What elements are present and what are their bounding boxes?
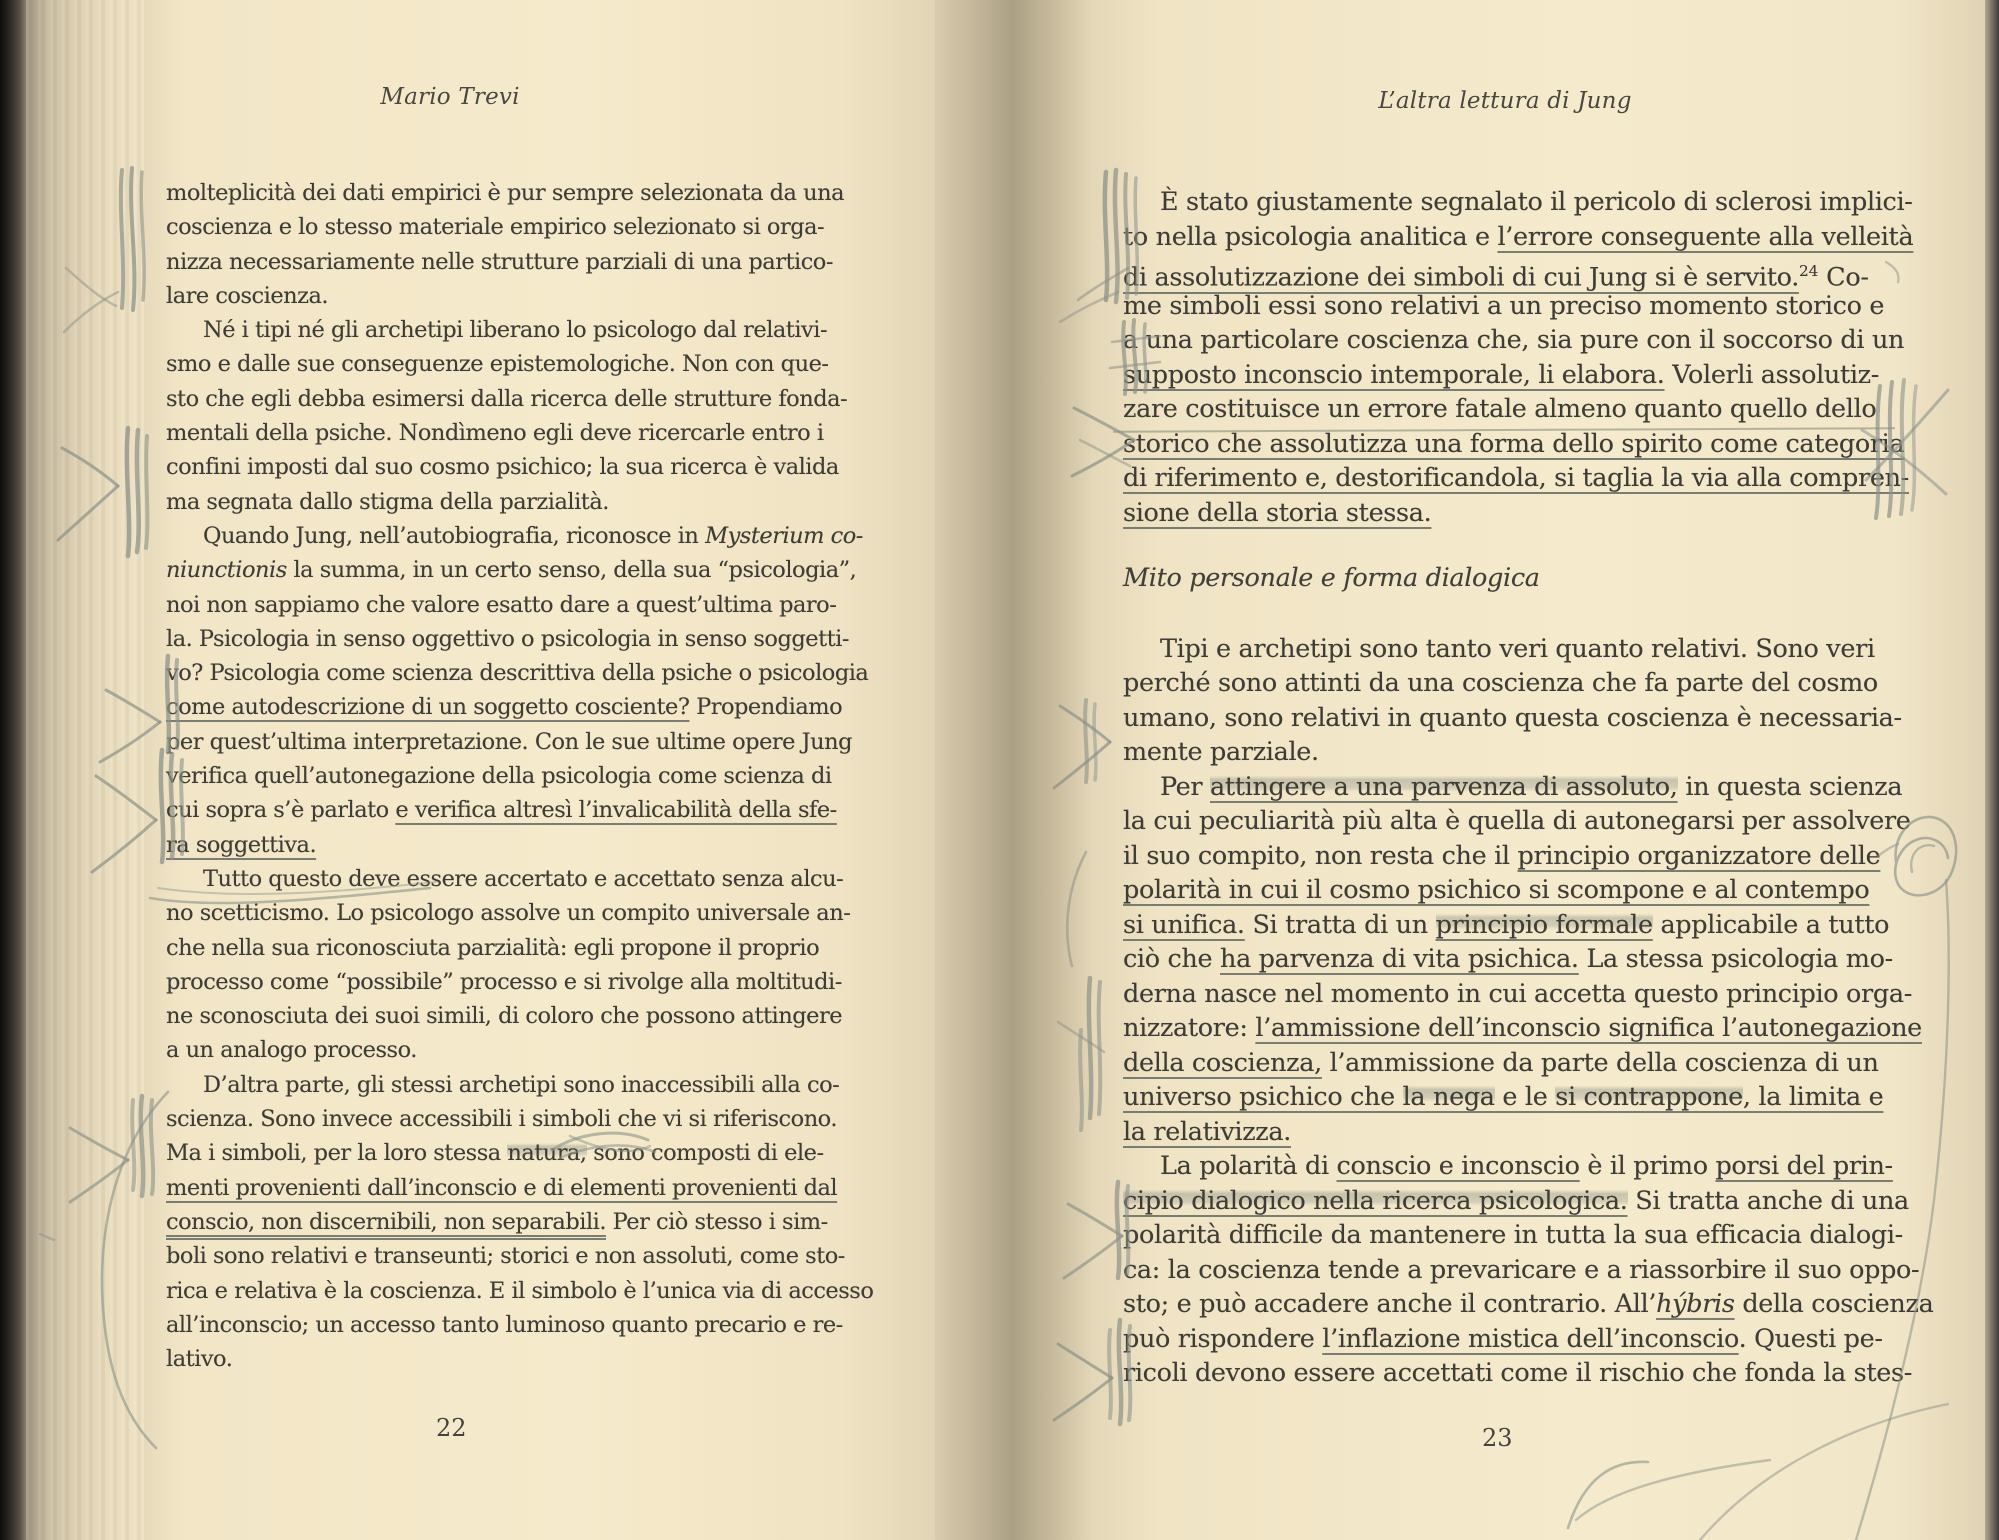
text-segment: in questa scienza bbox=[1677, 771, 1903, 802]
text-segment: me simboli essi sono relativi a un preciso momento storico e bbox=[1123, 290, 1885, 321]
text-segment: Si tratta di un bbox=[1244, 909, 1436, 940]
pencil-underline: e verifica altresì l’invalicabilità della sfe- bbox=[395, 797, 837, 824]
text-segment: Per bbox=[1160, 771, 1210, 802]
text-segment: noi non sappiamo che valore esatto dare a quest’ultima paro- bbox=[166, 591, 837, 618]
text-line bbox=[1123, 1253, 1920, 1288]
pencil-underline: polarità in cui il cosmo psichico si scompone e al contempo bbox=[1123, 875, 1870, 905]
text-line bbox=[166, 1068, 840, 1102]
text-line bbox=[166, 725, 853, 759]
text-line bbox=[1123, 1011, 1922, 1046]
text-line bbox=[1123, 496, 1889, 531]
text-segment: all’inconscio; un accesso tanto luminoso quanto precario e re- bbox=[166, 1311, 843, 1338]
text-line bbox=[166, 210, 825, 244]
text-segment: lare coscienza. bbox=[166, 282, 329, 309]
text-segment: Propendiamo bbox=[689, 694, 843, 721]
book-gutter-shadow bbox=[935, 0, 1090, 1540]
text-segment: . Questi pe- bbox=[1738, 1323, 1883, 1354]
pencil-underline-smudge: la nega bbox=[1402, 1082, 1495, 1112]
pencil-underline: ha parvenza di vita psichica. bbox=[1220, 944, 1579, 974]
text-line bbox=[166, 999, 843, 1033]
paragraph bbox=[166, 862, 851, 1068]
text-line bbox=[1123, 254, 1889, 293]
text-line bbox=[166, 759, 832, 793]
text-segment: mentali della psiche. Nondìmeno egli deve ricercarle entro i bbox=[166, 420, 824, 447]
text-segment: boli sono relativi e transeunti; storici e non assoluti, come sto- bbox=[166, 1243, 845, 1270]
text-line bbox=[1123, 666, 1889, 701]
pencil-underline: l’ammissione dell’inconscio significa l’autonegazione bbox=[1255, 1013, 1922, 1043]
text-line bbox=[166, 1033, 818, 1067]
text-segment: l’ammissione da parte della coscienza di un bbox=[1321, 1047, 1879, 1078]
text-line bbox=[1123, 942, 1893, 977]
pencil-underline-smudge: si contrappone bbox=[1555, 1082, 1743, 1112]
text-segment: perché sono attinti da una coscienza che fa parte del cosmo bbox=[1123, 668, 1878, 698]
text-segment: la cui peculiarità più alta è quella di autonegarsi per assolvere bbox=[1123, 806, 1911, 836]
pencil-underline: conscio e inconscio bbox=[1336, 1151, 1580, 1181]
text-line bbox=[1123, 804, 1911, 839]
text-segment: La stessa psicologia mo- bbox=[1578, 944, 1893, 974]
text-line bbox=[1123, 1287, 1934, 1322]
text-segment: Ma i simboli, per la loro stessa bbox=[166, 1140, 508, 1167]
page-number-right: 23 bbox=[1482, 1424, 1513, 1452]
text-line bbox=[1123, 735, 1889, 770]
italic-pencil-underline: hýbris bbox=[1656, 1289, 1735, 1319]
text-line bbox=[166, 1205, 828, 1239]
pencil-double-underline: conscio, non discernibili, non separabili. bbox=[166, 1208, 606, 1235]
pencil-underline: l’inflazione mistica dell’inconscio bbox=[1322, 1323, 1739, 1354]
text-segment: verifica quell’autonegazione della psicologia come scienza di bbox=[166, 763, 832, 790]
text-line bbox=[166, 245, 833, 279]
paragraph bbox=[1123, 185, 1914, 530]
pencil-underline: e le bbox=[1494, 1082, 1556, 1112]
text-line bbox=[166, 862, 844, 896]
text-line bbox=[166, 1102, 837, 1136]
text-segment: no scetticismo. Lo psicologo assolve un compito universale an- bbox=[166, 900, 851, 927]
text-segment: mente parziale. bbox=[1123, 737, 1319, 767]
text-line bbox=[1123, 1149, 1893, 1184]
text-segment: processo come “possibile” processo e si rivolge alla moltitudi- bbox=[166, 968, 842, 995]
pencil-underline: porsi del prin- bbox=[1715, 1151, 1893, 1181]
text-segment: applicabile a tutto bbox=[1652, 909, 1890, 940]
text-segment: Co- bbox=[1818, 262, 1869, 293]
text-line bbox=[166, 1274, 874, 1308]
text-segment: ciò che bbox=[1123, 944, 1220, 974]
paragraph bbox=[1123, 770, 1922, 1150]
text-segment: a una particolare coscienza che, sia pure con il soccorso di un bbox=[1123, 325, 1905, 355]
text-segment: Tipi e archetipi sono tanto veri quanto relativi. Sono veri bbox=[1160, 633, 1875, 664]
text-segment: polarità difficile da mantenere in tutta la sua efficacia dialogi- bbox=[1123, 1220, 1903, 1250]
text-segment: coscienza e lo stesso materiale empirico selezionato si orga- bbox=[166, 214, 825, 241]
section-heading: Mito personale e forma dialogica bbox=[1123, 563, 1540, 593]
pencil-underline: come autodescrizione di un soggetto cosciente? bbox=[166, 694, 690, 721]
text-line bbox=[1123, 1046, 1889, 1081]
text-segment: ma segnata dallo stigma della parzialità. bbox=[166, 488, 609, 515]
text-segment: sto che egli debba esimersi dalla ricerca delle strutture fonda- bbox=[166, 385, 848, 412]
text-segment: molteplicità dei dati empirici è pur sempre selezionata da una bbox=[166, 180, 845, 206]
text-segment: Volerli assolutiz- bbox=[1664, 359, 1880, 390]
text-line bbox=[1123, 323, 1905, 358]
text-line bbox=[1123, 1184, 1909, 1219]
text-segment: confini imposti dal suo cosmo psichico; la sua ricerca è valida bbox=[166, 454, 839, 481]
text-line bbox=[166, 622, 849, 656]
text-segment: È stato giustamente segnalato il pericolo di sclerosi implici- bbox=[1160, 187, 1913, 217]
text-segment: ca: la coscienza tende a prevaricare e a riassorbire il suo oppo- bbox=[1123, 1254, 1920, 1285]
footnote-reference: 24 bbox=[1798, 262, 1819, 280]
text-line bbox=[166, 588, 837, 622]
book-left-edge bbox=[0, 0, 26, 1540]
text-segment: che nella sua riconosciuta parzialità: egli propone il proprio bbox=[166, 934, 820, 961]
text-line bbox=[166, 382, 848, 416]
pencil-underline: si unifica. bbox=[1123, 909, 1245, 940]
text-segment: sono composti di ele- bbox=[586, 1140, 824, 1167]
text-segment: derna nasce nel momento in cui accetta questo principio orga- bbox=[1123, 978, 1912, 1009]
book-right-edge bbox=[1985, 0, 1999, 1540]
text-line bbox=[166, 1171, 838, 1205]
paragraph bbox=[166, 176, 845, 313]
text-segment: è il primo bbox=[1579, 1151, 1716, 1181]
text-segment: della coscienza bbox=[1734, 1289, 1934, 1319]
text-segment: la. Psicologia in senso oggettivo o psicologia in senso soggetti- bbox=[166, 625, 849, 652]
pencil-underline: l’errore conseguente alla velleità bbox=[1497, 221, 1914, 252]
text-segment: Si tratta anche di una bbox=[1627, 1185, 1909, 1216]
text-line bbox=[1123, 701, 1902, 736]
text-line bbox=[166, 656, 869, 690]
text-segment: D’altra parte, gli stessi archetipi sono inaccessibili alla co- bbox=[203, 1071, 840, 1098]
text-segment: smo e dalle sue conseguenze epistemologiche. Non con que- bbox=[166, 351, 829, 378]
pencil-underline: della coscienza, bbox=[1123, 1047, 1322, 1078]
text-segment: può rispondere bbox=[1123, 1323, 1323, 1354]
running-header-right: L’altra lettura di Jung bbox=[1378, 88, 1632, 114]
text-line bbox=[1123, 1218, 1903, 1253]
text-segment: nizza necessariamente nelle strutture parziali di una partico- bbox=[166, 248, 833, 275]
text-line bbox=[166, 931, 818, 965]
text-segment: ne sconosciuta dei suoi simili, di coloro che possono attingere bbox=[166, 1003, 843, 1030]
text-line bbox=[166, 896, 851, 930]
italic-text: niunctionis bbox=[166, 557, 287, 584]
running-header-left: Mario Trevi bbox=[380, 84, 520, 110]
text-line bbox=[1123, 873, 1889, 908]
text-line bbox=[1123, 185, 1913, 220]
text-segment: La polarità di bbox=[1160, 1151, 1337, 1181]
pencil-underline-smudge: principio formale bbox=[1435, 909, 1653, 940]
text-line bbox=[166, 1239, 845, 1273]
text-segment: scienza. Sono invece accessibili i simboli che vi si riferiscono. bbox=[166, 1106, 837, 1133]
text-segment: cui sopra s’è parlato bbox=[166, 797, 396, 824]
text-segment: umano, sono relativi in quanto questa coscienza è necessaria- bbox=[1123, 702, 1902, 733]
text-line bbox=[166, 176, 845, 210]
text-segment: per quest’ultima interpretazione. Con le sue ultime opere Jung bbox=[166, 728, 853, 755]
pencil-underline: universo psichico che bbox=[1123, 1082, 1403, 1112]
text-line bbox=[1123, 1115, 1889, 1150]
text-segment: Quando Jung, nell’autobiografia, riconosce in bbox=[203, 522, 706, 549]
text-line bbox=[1123, 1356, 1913, 1391]
text-line bbox=[166, 793, 837, 827]
text-line bbox=[1123, 1322, 1889, 1357]
pencil-underline: di riferimento e, destorificandola, si taglia la via alla compren- bbox=[1123, 463, 1909, 493]
text-line bbox=[1123, 770, 1903, 805]
text-segment: ricoli devono essere accettati come il rischio che fonda la stes- bbox=[1123, 1358, 1913, 1388]
pencil-smudge: natura, bbox=[507, 1140, 587, 1167]
text-line bbox=[166, 313, 828, 347]
text-segment: Né i tipi né gli archetipi liberano lo psicologo dal relativi- bbox=[203, 317, 828, 344]
text-segment: Per ciò stesso i sim- bbox=[606, 1208, 828, 1235]
text-line bbox=[1123, 977, 1912, 1012]
text-line bbox=[1123, 392, 1889, 427]
text-line bbox=[1123, 1080, 1889, 1115]
pencil-underline: menti provenienti dall’inconscio e di elementi provenienti dal bbox=[166, 1174, 838, 1201]
text-line bbox=[1123, 289, 1889, 324]
pencil-underline: supposto inconscio intemporale, li elabora. bbox=[1123, 359, 1665, 390]
text-line bbox=[1123, 839, 1889, 874]
text-segment: a un analogo processo. bbox=[166, 1037, 417, 1064]
left-page-text bbox=[166, 176, 874, 1376]
pencil-underline: sione della storia stessa. bbox=[1123, 497, 1432, 528]
pencil-underline-smudge: attingere a una parvenza di assoluto, bbox=[1210, 771, 1678, 802]
page-edges-stack bbox=[26, 0, 144, 1540]
paragraph bbox=[166, 313, 848, 519]
text-line bbox=[166, 553, 857, 587]
pencil-underline: la relativizza. bbox=[1123, 1116, 1291, 1147]
text-segment: la summa, in un certo senso, della sua “psicologia”, bbox=[286, 557, 857, 584]
text-line bbox=[1123, 427, 1905, 462]
italic-text: Mysterium co- bbox=[705, 522, 863, 549]
text-line bbox=[166, 519, 863, 553]
text-line bbox=[1123, 632, 1889, 667]
paragraph bbox=[166, 519, 869, 862]
text-line bbox=[166, 279, 818, 313]
pencil-underline-smudge: cipio dialogico nella ricerca psicologica. bbox=[1123, 1185, 1628, 1216]
text-line bbox=[166, 347, 829, 381]
text-segment: rica e relativa è la coscienza. E il simbolo è l’unica via di accesso bbox=[166, 1277, 874, 1304]
text-line bbox=[166, 1136, 824, 1170]
pencil-underline: principio organizzatore delle bbox=[1517, 840, 1881, 871]
text-segment: nizzatore: bbox=[1123, 1013, 1256, 1043]
right-page-text bbox=[1123, 185, 1934, 1391]
text-segment: Tutto questo deve essere accertato e accettato senza alcu- bbox=[203, 865, 844, 892]
text-line bbox=[1123, 220, 1914, 255]
text-line bbox=[166, 1308, 843, 1342]
text-segment: sto; e può accadere anche il contrario. All’ bbox=[1123, 1289, 1657, 1319]
text-segment: vo? Psicologia come scienza descrittiva della psiche o psicologia bbox=[166, 660, 869, 687]
pencil-underline: di assolutizzazione dei simboli di cui Jung si è servito. bbox=[1123, 262, 1799, 293]
text-segment: il suo compito, non resta che il bbox=[1123, 840, 1518, 871]
pencil-underline: storico che assolutizza una forma dello spirito come categoria bbox=[1123, 428, 1905, 459]
pencil-underline: ra soggettiva. bbox=[166, 831, 317, 858]
paragraph bbox=[166, 1068, 874, 1377]
text-line bbox=[166, 690, 843, 724]
text-segment: zare costituisce un errore fatale almeno quanto quello dello bbox=[1123, 394, 1877, 424]
text-line bbox=[1123, 908, 1889, 943]
paragraph bbox=[1123, 632, 1902, 770]
pencil-underline: , la limita e bbox=[1742, 1082, 1884, 1112]
text-line bbox=[166, 828, 818, 862]
text-segment: to nella psicologia analitica e bbox=[1123, 221, 1498, 252]
paragraph bbox=[1123, 1149, 1934, 1391]
text-line bbox=[1123, 358, 1889, 393]
text-line bbox=[166, 450, 839, 484]
text-line bbox=[166, 485, 818, 519]
text-line bbox=[166, 416, 824, 450]
page-number-left: 22 bbox=[436, 1414, 467, 1442]
text-line bbox=[166, 965, 842, 999]
text-line bbox=[1123, 461, 1909, 496]
text-line bbox=[166, 1342, 818, 1376]
text-segment: lativo. bbox=[166, 1346, 233, 1373]
